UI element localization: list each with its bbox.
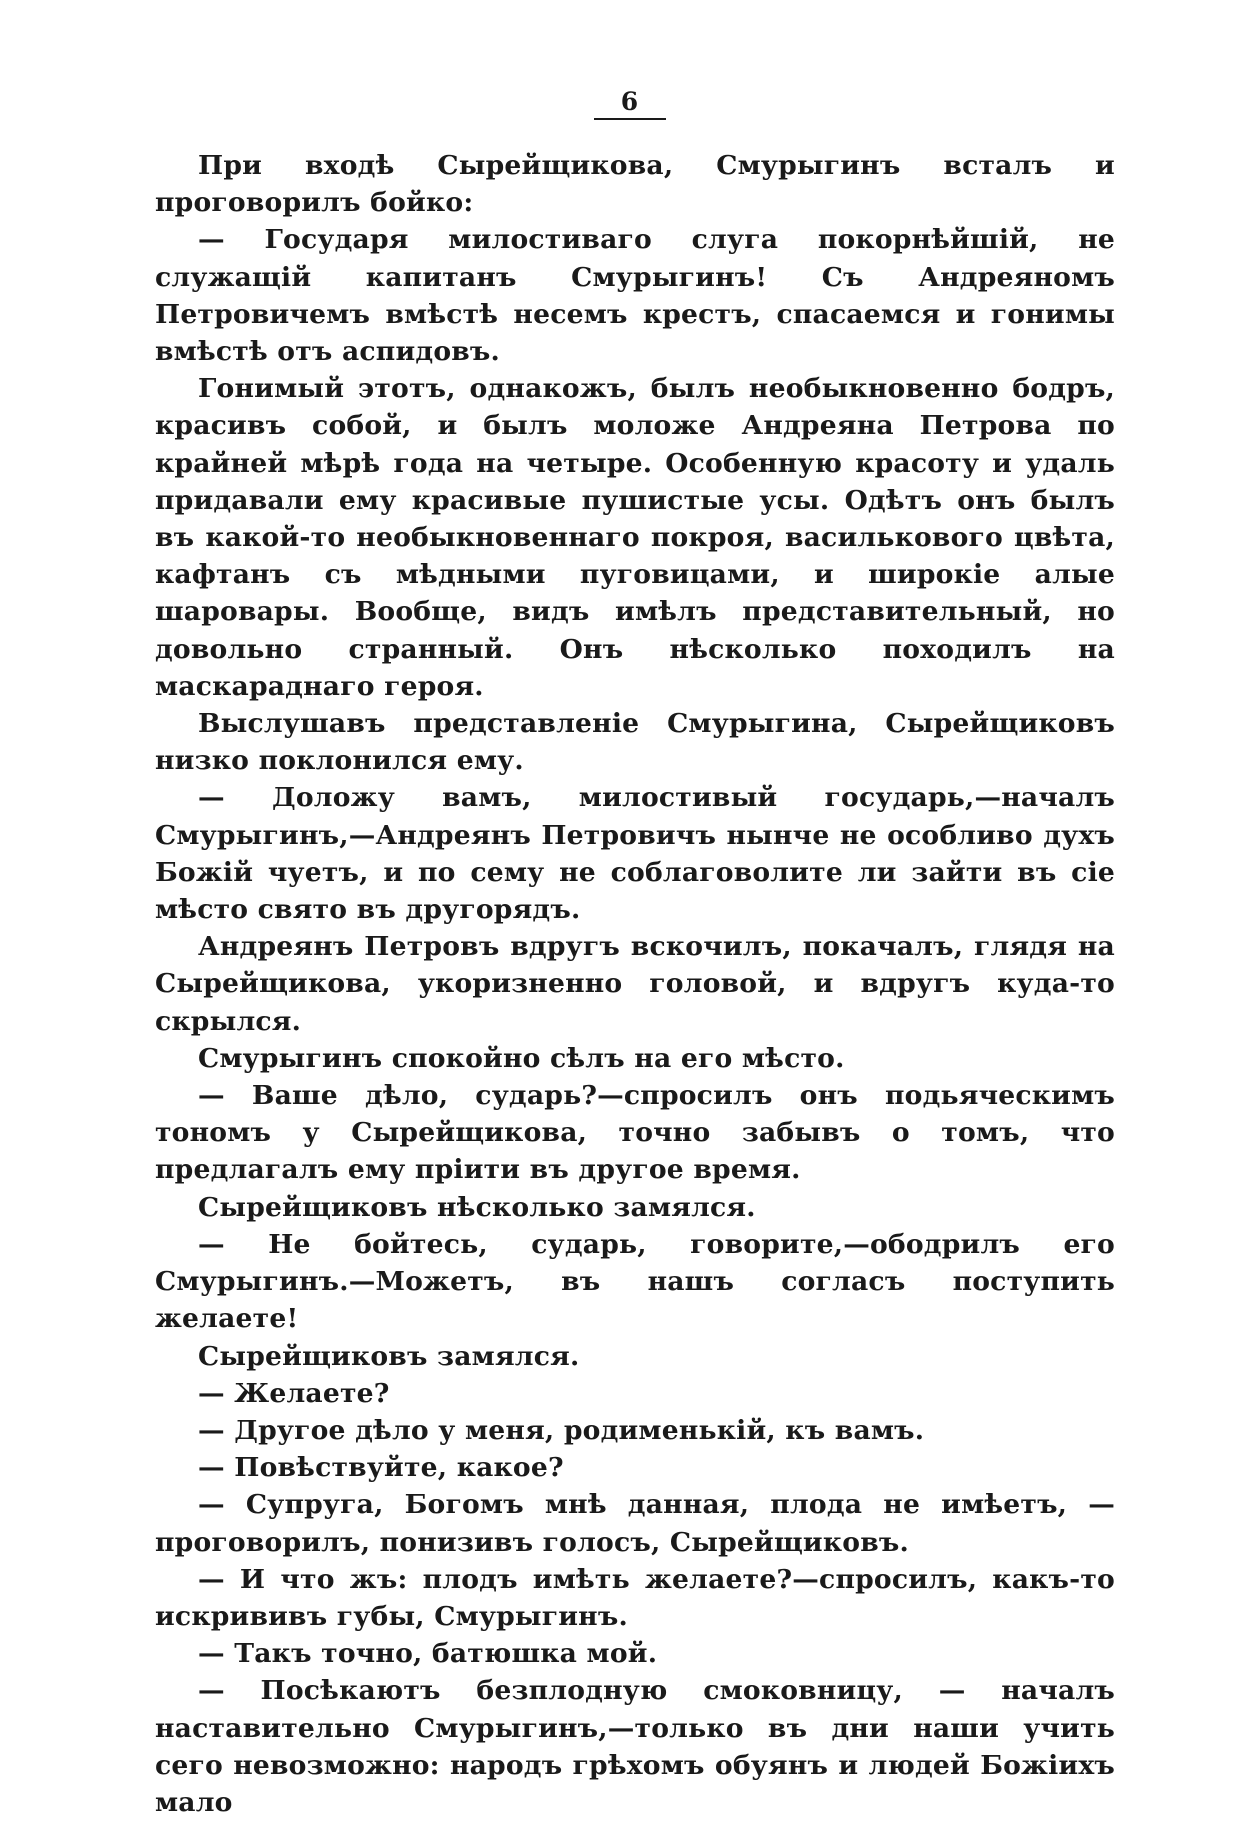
paragraph: Гонимый этотъ, однакожъ, былъ необыкновенно бодръ, красивъ собой, и былъ моложе Андреяна Петрова по крайней мѣрѣ года на четыре. Особенную красоту и удаль придавали ему красивые пушистые усы. Одѣтъ онъ былъ въ какой-то необыкновеннаго покроя, василькового цвѣта, кафтанъ съ мѣдными пуговицами, и широкіе алые шаровары. Вообще, видъ имѣлъ представительный, но довольно странный. Онъ нѣсколько походилъ на маскараднаго героя. [155, 373, 1115, 702]
page-header [0, 88, 1259, 120]
paragraph: При входѣ Сырейщикова, Смурыгинъ всталъ и проговорилъ бойко: [155, 150, 1115, 219]
paragraph: — Такъ точно, батюшка мой. [198, 1638, 658, 1670]
paragraph: — Ваше дѣло, сударь?—спросилъ онъ подьяческимъ тономъ у Сырейщикова, точно забывъ о томъ, что предлагалъ ему пріити въ другое время. [155, 1080, 1115, 1186]
body-text [155, 147, 1115, 1821]
paragraph: — Не бойтесь, сударь, говорите,—ободрилъ его Смурыгинъ.—Можетъ, въ нашъ согласъ поступить желаете! [155, 1228, 1115, 1335]
paragraph: Смурыгинъ спокойно сѣлъ на его мѣсто. [198, 1042, 845, 1074]
paragraph: — Посѣкаютъ безплодную смоковницу, — началъ наставительно Смурыгинъ,—только въ дни наши учить сего невозможно: народъ грѣхомъ обуянъ и людей Божіихъ мало [155, 1675, 1115, 1818]
paragraph: Сырейщиковъ нѣсколько замялся. [198, 1191, 756, 1223]
paragraph: — Повѣствуйте, какое? [198, 1452, 564, 1484]
paragraph: — И что жъ: плодъ имѣть желаете?—спросилъ, какъ-то искрививъ губы, Смурыгинъ. [155, 1563, 1115, 1632]
paragraph: Андреянъ Петровъ вдругъ вскочилъ, покачалъ, глядя на Сырейщикова, укоризненно головой, и вдругъ куда-то скрылся. [155, 931, 1115, 1037]
paragraph: — Желаете? [198, 1377, 390, 1409]
paragraph: Сырейщиковъ замялся. [198, 1340, 580, 1372]
page-number: 6 [620, 87, 639, 116]
paragraph: — Государя милостиваго слуга покорнѣйшій, не служащій капитанъ Смурыгинъ! Съ Андреяномъ Петровичемъ вмѣстѣ несемъ крестъ, спасаемся и гонимы вмѣстѣ отъ аспидовъ. [155, 224, 1115, 368]
paragraph: — Доложу вамъ, милостивый государь,—началъ Смурыгинъ,—Андреянъ Петровичъ нынче не особливо духъ Божій чуетъ, и по сему не соблаговолите ли зайти въ сіе мѣсто свято въ другорядъ. [155, 782, 1115, 926]
header-rule [594, 118, 666, 120]
paragraph: — Супруга, Богомъ мнѣ данная, плода не имѣетъ, — проговорилъ, понизивъ голосъ, Сырейщиковъ. [155, 1489, 1115, 1558]
paragraph: Выслушавъ представленіе Смурыгина, Сырейщиковъ низко поклонился ему. [155, 708, 1115, 777]
paragraph: — Другое дѣло у меня, родименькій, къ вамъ. [198, 1414, 925, 1446]
